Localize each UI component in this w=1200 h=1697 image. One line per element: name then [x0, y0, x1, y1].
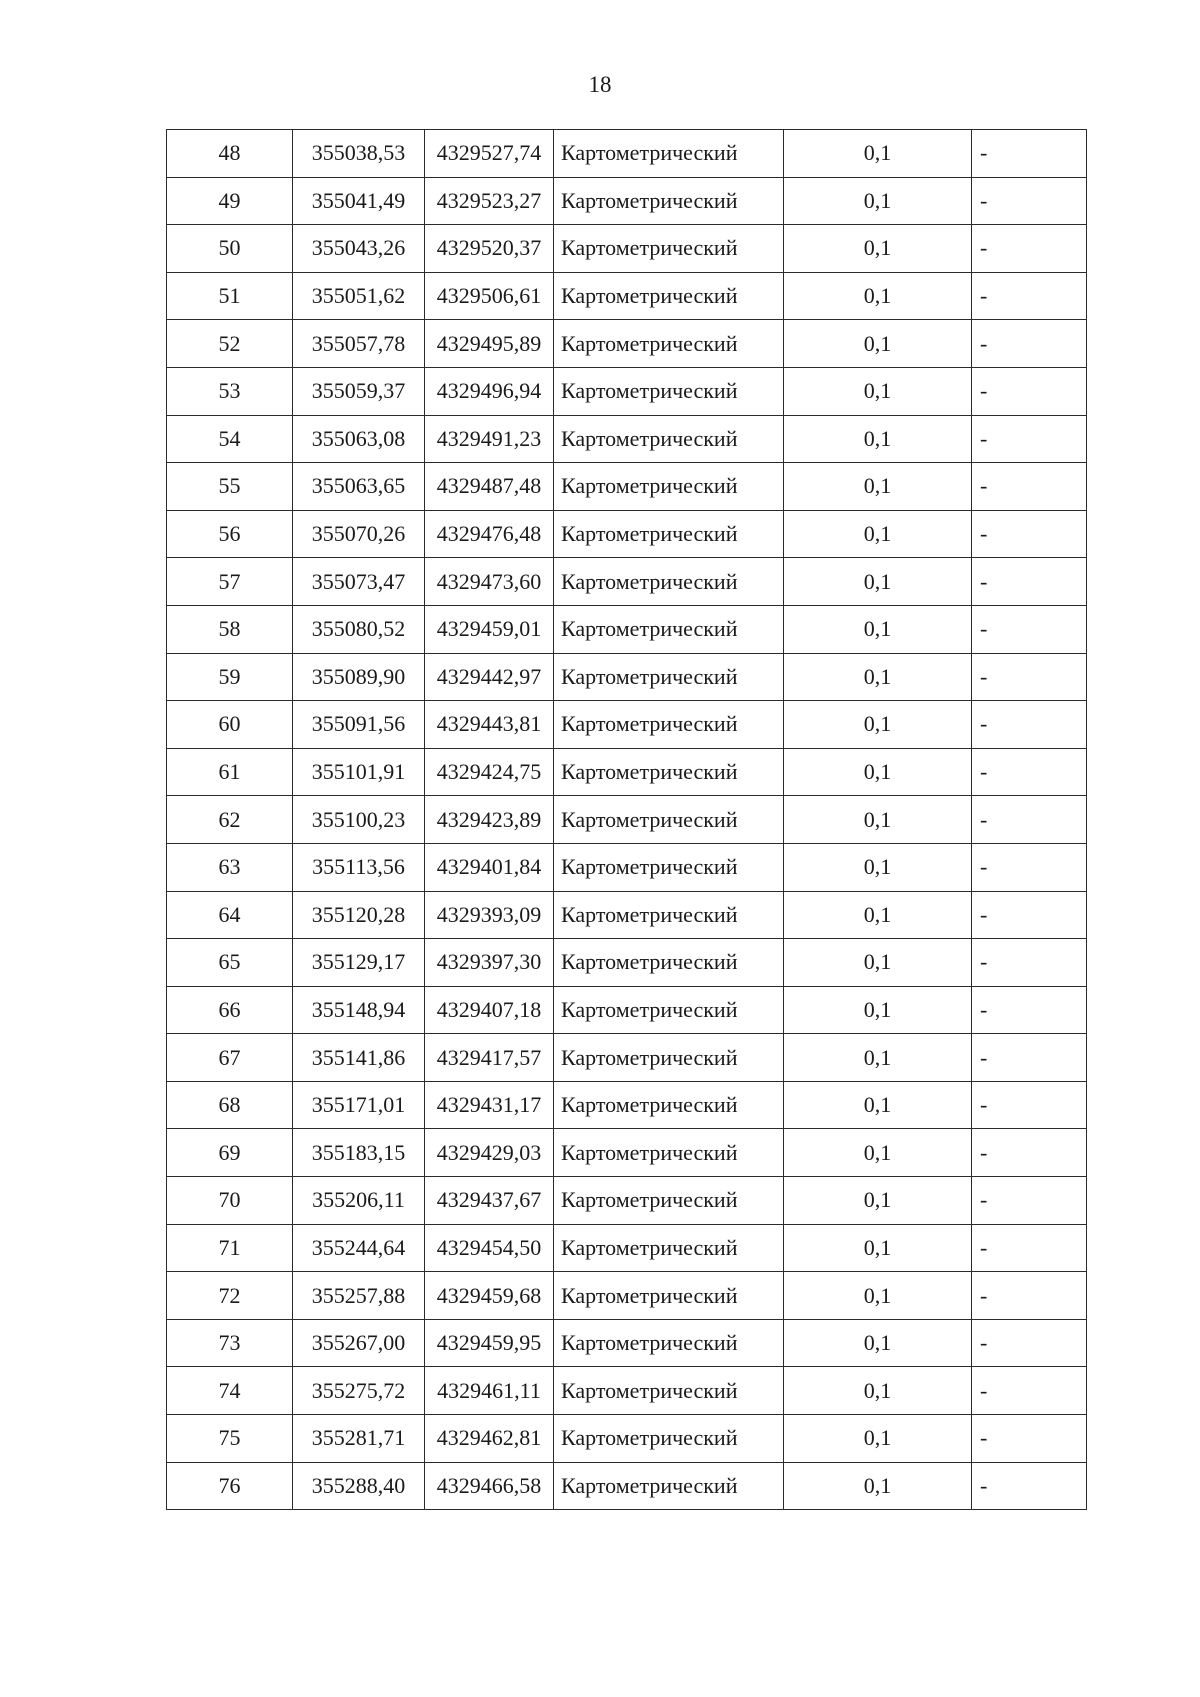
x-coordinate-cell: 355073,47	[293, 558, 425, 606]
x-coordinate-cell: 355043,26	[293, 225, 425, 273]
point-number-cell: 53	[167, 367, 293, 415]
accuracy-cell: 0,1	[784, 748, 972, 796]
point-number-cell: 70	[167, 1177, 293, 1225]
y-coordinate-cell: 4329487,48	[425, 463, 554, 511]
accuracy-cell: 0,1	[784, 1224, 972, 1272]
accuracy-cell: 0,1	[784, 1129, 972, 1177]
table-row	[167, 1081, 1087, 1129]
table-row	[167, 1462, 1087, 1510]
y-coordinate-cell: 4329520,37	[425, 225, 554, 273]
table-row	[167, 1034, 1087, 1082]
point-number-cell: 51	[167, 272, 293, 320]
method-cell: Картометрический	[554, 1319, 784, 1367]
y-coordinate-cell: 4329523,27	[425, 177, 554, 225]
method-cell: Картометрический	[554, 1224, 784, 1272]
y-coordinate-cell: 4329459,68	[425, 1272, 554, 1320]
point-number-cell: 74	[167, 1367, 293, 1415]
method-cell: Картометрический	[554, 367, 784, 415]
description-cell: -	[972, 748, 1087, 796]
x-coordinate-cell: 355267,00	[293, 1319, 425, 1367]
description-cell: -	[972, 510, 1087, 558]
accuracy-cell: 0,1	[784, 605, 972, 653]
x-coordinate-cell: 355257,88	[293, 1272, 425, 1320]
point-number-cell: 62	[167, 796, 293, 844]
y-coordinate-cell: 4329401,84	[425, 843, 554, 891]
x-coordinate-cell: 355091,56	[293, 701, 425, 749]
y-coordinate-cell: 4329476,48	[425, 510, 554, 558]
description-cell: -	[972, 701, 1087, 749]
x-coordinate-cell: 355041,49	[293, 177, 425, 225]
description-cell: -	[972, 1224, 1087, 1272]
description-cell: -	[972, 463, 1087, 511]
method-cell: Картометрический	[554, 605, 784, 653]
description-cell: -	[972, 1034, 1087, 1082]
description-cell: -	[972, 320, 1087, 368]
table-row	[167, 510, 1087, 558]
point-number-cell: 68	[167, 1081, 293, 1129]
description-cell: -	[972, 367, 1087, 415]
accuracy-cell: 0,1	[784, 843, 972, 891]
accuracy-cell: 0,1	[784, 1367, 972, 1415]
point-number-cell: 73	[167, 1319, 293, 1367]
point-number-cell: 60	[167, 701, 293, 749]
description-cell: -	[972, 1367, 1087, 1415]
x-coordinate-cell: 355120,28	[293, 891, 425, 939]
method-cell: Картометрический	[554, 1272, 784, 1320]
y-coordinate-cell: 4329473,60	[425, 558, 554, 606]
y-coordinate-cell: 4329461,11	[425, 1367, 554, 1415]
accuracy-cell: 0,1	[784, 1415, 972, 1463]
table-row	[167, 463, 1087, 511]
x-coordinate-cell: 355129,17	[293, 939, 425, 987]
table-row	[167, 320, 1087, 368]
coordinates-table	[166, 129, 1087, 1510]
table-row	[167, 1415, 1087, 1463]
point-number-cell: 59	[167, 653, 293, 701]
x-coordinate-cell: 355141,86	[293, 1034, 425, 1082]
accuracy-cell: 0,1	[784, 1081, 972, 1129]
description-cell: -	[972, 225, 1087, 273]
accuracy-cell: 0,1	[784, 891, 972, 939]
description-cell: -	[972, 1272, 1087, 1320]
accuracy-cell: 0,1	[784, 367, 972, 415]
y-coordinate-cell: 4329424,75	[425, 748, 554, 796]
table-row	[167, 891, 1087, 939]
table-row	[167, 843, 1087, 891]
x-coordinate-cell: 355080,52	[293, 605, 425, 653]
point-number-cell: 64	[167, 891, 293, 939]
table-row	[167, 272, 1087, 320]
table-row	[167, 177, 1087, 225]
method-cell: Картометрический	[554, 796, 784, 844]
x-coordinate-cell: 355051,62	[293, 272, 425, 320]
point-number-cell: 54	[167, 415, 293, 463]
point-number-cell: 69	[167, 1129, 293, 1177]
description-cell: -	[972, 796, 1087, 844]
table-row	[167, 939, 1087, 987]
description-cell: -	[972, 1319, 1087, 1367]
table-row	[167, 605, 1087, 653]
table-row	[167, 1177, 1087, 1225]
point-number-cell: 76	[167, 1462, 293, 1510]
method-cell: Картометрический	[554, 1081, 784, 1129]
y-coordinate-cell: 4329459,01	[425, 605, 554, 653]
description-cell: -	[972, 272, 1087, 320]
y-coordinate-cell: 4329491,23	[425, 415, 554, 463]
method-cell: Картометрический	[554, 1177, 784, 1225]
x-coordinate-cell: 355100,23	[293, 796, 425, 844]
y-coordinate-cell: 4329506,61	[425, 272, 554, 320]
x-coordinate-cell: 355063,65	[293, 463, 425, 511]
page-number: 18	[588, 72, 612, 97]
method-cell: Картометрический	[554, 463, 784, 511]
table-row	[167, 701, 1087, 749]
y-coordinate-cell: 4329496,94	[425, 367, 554, 415]
accuracy-cell: 0,1	[784, 701, 972, 749]
accuracy-cell: 0,1	[784, 796, 972, 844]
accuracy-cell: 0,1	[784, 558, 972, 606]
method-cell: Картометрический	[554, 939, 784, 987]
y-coordinate-cell: 4329417,57	[425, 1034, 554, 1082]
method-cell: Картометрический	[554, 415, 784, 463]
accuracy-cell: 0,1	[784, 1034, 972, 1082]
accuracy-cell: 0,1	[784, 939, 972, 987]
description-cell: -	[972, 843, 1087, 891]
description-cell: -	[972, 939, 1087, 987]
method-cell: Картометрический	[554, 272, 784, 320]
x-coordinate-cell: 355183,15	[293, 1129, 425, 1177]
x-coordinate-cell: 355059,37	[293, 367, 425, 415]
y-coordinate-cell: 4329437,67	[425, 1177, 554, 1225]
description-cell: -	[972, 891, 1087, 939]
method-cell: Картометрический	[554, 843, 784, 891]
accuracy-cell: 0,1	[784, 463, 972, 511]
description-cell: -	[972, 986, 1087, 1034]
x-coordinate-cell: 355070,26	[293, 510, 425, 558]
x-coordinate-cell: 355171,01	[293, 1081, 425, 1129]
accuracy-cell: 0,1	[784, 1319, 972, 1367]
accuracy-cell: 0,1	[784, 177, 972, 225]
description-cell: -	[972, 558, 1087, 606]
table-row	[167, 796, 1087, 844]
point-number-cell: 61	[167, 748, 293, 796]
table-row	[167, 130, 1087, 178]
method-cell: Картометрический	[554, 986, 784, 1034]
table-row	[167, 1129, 1087, 1177]
table-row	[167, 1272, 1087, 1320]
accuracy-cell: 0,1	[784, 415, 972, 463]
description-cell: -	[972, 653, 1087, 701]
description-cell: -	[972, 1415, 1087, 1463]
x-coordinate-cell: 355244,64	[293, 1224, 425, 1272]
accuracy-cell: 0,1	[784, 272, 972, 320]
y-coordinate-cell: 4329442,97	[425, 653, 554, 701]
point-number-cell: 67	[167, 1034, 293, 1082]
method-cell: Картометрический	[554, 701, 784, 749]
method-cell: Картометрический	[554, 653, 784, 701]
accuracy-cell: 0,1	[784, 1177, 972, 1225]
x-coordinate-cell: 355057,78	[293, 320, 425, 368]
x-coordinate-cell: 355275,72	[293, 1367, 425, 1415]
method-cell: Картометрический	[554, 130, 784, 178]
y-coordinate-cell: 4329527,74	[425, 130, 554, 178]
point-number-cell: 49	[167, 177, 293, 225]
x-coordinate-cell: 355113,56	[293, 843, 425, 891]
point-number-cell: 52	[167, 320, 293, 368]
y-coordinate-cell: 4329495,89	[425, 320, 554, 368]
point-number-cell: 57	[167, 558, 293, 606]
point-number-cell: 48	[167, 130, 293, 178]
table-row	[167, 1367, 1087, 1415]
description-cell: -	[972, 177, 1087, 225]
x-coordinate-cell: 355063,08	[293, 415, 425, 463]
accuracy-cell: 0,1	[784, 1272, 972, 1320]
point-number-cell: 65	[167, 939, 293, 987]
accuracy-cell: 0,1	[784, 130, 972, 178]
accuracy-cell: 0,1	[784, 653, 972, 701]
table-row	[167, 558, 1087, 606]
table-row	[167, 225, 1087, 273]
point-number-cell: 63	[167, 843, 293, 891]
y-coordinate-cell: 4329397,30	[425, 939, 554, 987]
method-cell: Картометрический	[554, 748, 784, 796]
y-coordinate-cell: 4329454,50	[425, 1224, 554, 1272]
table-row	[167, 748, 1087, 796]
x-coordinate-cell: 355038,53	[293, 130, 425, 178]
y-coordinate-cell: 4329459,95	[425, 1319, 554, 1367]
x-coordinate-cell: 355281,71	[293, 1415, 425, 1463]
x-coordinate-cell: 355288,40	[293, 1462, 425, 1510]
accuracy-cell: 0,1	[784, 320, 972, 368]
method-cell: Картометрический	[554, 510, 784, 558]
point-number-cell: 71	[167, 1224, 293, 1272]
method-cell: Картометрический	[554, 558, 784, 606]
point-number-cell: 75	[167, 1415, 293, 1463]
description-cell: -	[972, 415, 1087, 463]
description-cell: -	[972, 130, 1087, 178]
method-cell: Картометрический	[554, 320, 784, 368]
method-cell: Картометрический	[554, 225, 784, 273]
point-number-cell: 72	[167, 1272, 293, 1320]
coordinates-table-body	[167, 130, 1087, 1510]
table-row	[167, 986, 1087, 1034]
accuracy-cell: 0,1	[784, 510, 972, 558]
point-number-cell: 55	[167, 463, 293, 511]
method-cell: Картометрический	[554, 1462, 784, 1510]
y-coordinate-cell: 4329462,81	[425, 1415, 554, 1463]
accuracy-cell: 0,1	[784, 986, 972, 1034]
method-cell: Картометрический	[554, 1367, 784, 1415]
accuracy-cell: 0,1	[784, 1462, 972, 1510]
method-cell: Картометрический	[554, 891, 784, 939]
y-coordinate-cell: 4329466,58	[425, 1462, 554, 1510]
y-coordinate-cell: 4329429,03	[425, 1129, 554, 1177]
table-row	[167, 367, 1087, 415]
table-row	[167, 1319, 1087, 1367]
point-number-cell: 56	[167, 510, 293, 558]
description-cell: -	[972, 1177, 1087, 1225]
point-number-cell: 50	[167, 225, 293, 273]
description-cell: -	[972, 1462, 1087, 1510]
description-cell: -	[972, 605, 1087, 653]
method-cell: Картометрический	[554, 1034, 784, 1082]
point-number-cell: 66	[167, 986, 293, 1034]
point-number-cell: 58	[167, 605, 293, 653]
method-cell: Картометрический	[554, 1415, 784, 1463]
method-cell: Картометрический	[554, 177, 784, 225]
description-cell: -	[972, 1081, 1087, 1129]
description-cell: -	[972, 1129, 1087, 1177]
x-coordinate-cell: 355089,90	[293, 653, 425, 701]
y-coordinate-cell: 4329443,81	[425, 701, 554, 749]
y-coordinate-cell: 4329431,17	[425, 1081, 554, 1129]
x-coordinate-cell: 355101,91	[293, 748, 425, 796]
y-coordinate-cell: 4329407,18	[425, 986, 554, 1034]
y-coordinate-cell: 4329423,89	[425, 796, 554, 844]
x-coordinate-cell: 355206,11	[293, 1177, 425, 1225]
accuracy-cell: 0,1	[784, 225, 972, 273]
table-row	[167, 415, 1087, 463]
table-row	[167, 653, 1087, 701]
table-row	[167, 1224, 1087, 1272]
y-coordinate-cell: 4329393,09	[425, 891, 554, 939]
x-coordinate-cell: 355148,94	[293, 986, 425, 1034]
method-cell: Картометрический	[554, 1129, 784, 1177]
